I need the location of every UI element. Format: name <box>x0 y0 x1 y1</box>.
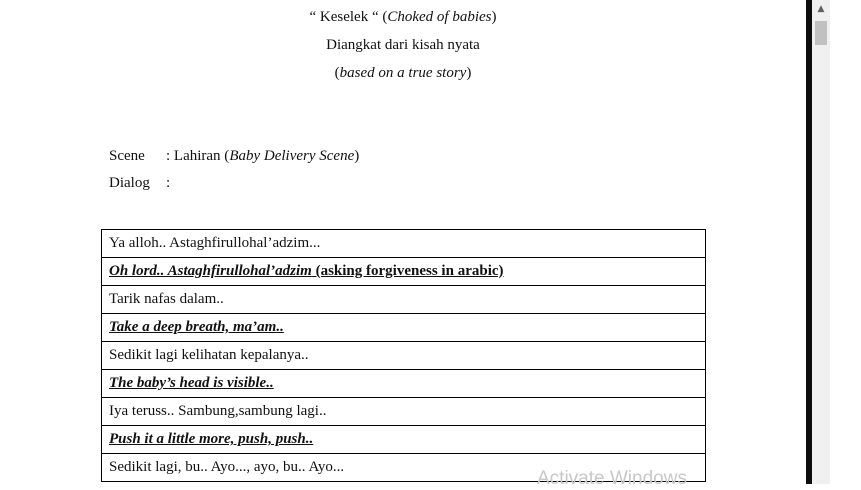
scene-label: Scene <box>109 148 145 164</box>
activation-watermark: Activate Windows <box>537 468 687 489</box>
table-row <box>102 314 706 342</box>
scrollbar-thumb[interactable] <box>815 21 827 45</box>
document-subtitle: Diangkat dari kisah nyata <box>326 37 480 53</box>
dialog-line-indonesian: Ya alloh.. Astaghfirullohal’adzim... <box>102 230 706 258</box>
dialog-line-english: The baby’s head is visible.. <box>102 370 706 398</box>
document-note: (based on a true story) <box>334 65 472 81</box>
table-row <box>102 342 706 370</box>
table-row <box>102 398 706 426</box>
table-row <box>102 258 706 286</box>
dialog-line-indonesian: Sedikit lagi kelihatan kepalanya.. <box>102 342 706 370</box>
dialog-line-indonesian: Tarik nafas dalam.. <box>102 286 706 314</box>
table-row <box>102 230 706 258</box>
dialog-line-english: Oh lord.. Astaghfirullohal’adzim (asking forgiveness in arabic) <box>102 258 706 286</box>
scroll-up-arrow-icon[interactable]: ▲ <box>817 4 825 14</box>
table-row <box>102 426 706 454</box>
scene-line: Scene : Lahiran (Baby Delivery Scene) <box>109 148 360 164</box>
table-row <box>102 370 706 398</box>
dialog-line-indonesian: Sedikit lagi, bu.. Ayo..., ayo, bu.. Ayo... <box>102 454 706 482</box>
dialog-label: Dialog <box>109 175 150 191</box>
dialog-line-indonesian: Iya teruss.. Sambung,sambung lagi.. <box>102 398 706 426</box>
dialog-line: Dialog : <box>109 175 171 191</box>
vertical-scrollbar[interactable] <box>812 0 830 484</box>
document-title: “ Keselek “ (Choked of babies) <box>309 9 497 25</box>
dialog-line-english: Take a deep breath, ma’am.. <box>102 314 706 342</box>
window-edge <box>830 0 861 484</box>
dialog-line-english: Push it a little more, push, push.. <box>102 426 706 454</box>
table-row <box>102 286 706 314</box>
dialog-table <box>101 229 706 482</box>
